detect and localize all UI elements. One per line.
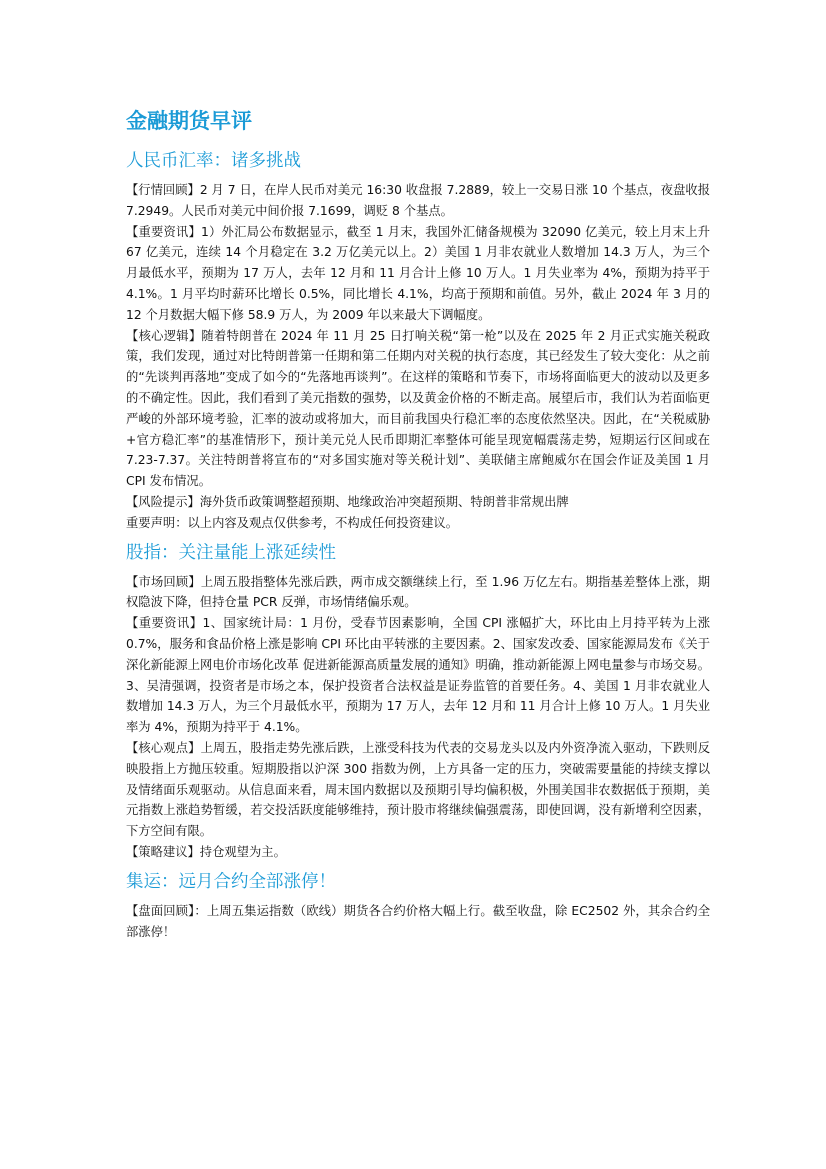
document-page <box>126 100 710 942</box>
paragraph-strategy: 【策略建议】持仓观望为主。 <box>126 844 286 859</box>
paragraph-key-news: 【重要资讯】1）外汇局公布数据显示，截至 1 月末，我国外汇储备规模为 32090 亿美元，较上月末上升 67 亿美元，连续 14 个月稳定在 3.2 万亿美元以上。2）美国 1 月非农就业人数增加 14.3 万人，为三个月最低水平，预期为 17 万人，去年 12 月和 11 月合计上修 10 万人。1 月失业率为 4%，预期为持平于 4.1%。1 月平均时薪环比增长 0.5%，同比增长 4.1%，均高于预期和前值。另外，截止 2024 年 3 月的 12 个月数据大幅下修 58.9 万人，为 2009 年以来最大下调幅度。 <box>126 224 710 322</box>
paragraph-risk-warning: 【风险提示】海外货币政策调整超预期、地缘政治冲突超预期、特朗普非常规出牌 <box>126 494 569 509</box>
paragraph-core-logic: 【核心逻辑】随着特朗普在 2024 年 11 月 25 日打响关税“第一枪”以及在 2025 年 2 月正式实施关税政策，我们发现，通过对比特朗普第一任期和第二任期内对关税的执行态度，其已经发生了较大变化：从之前的“先谈判再落地”变成了如今的“先落地再谈判”。在这样的策略和节奏下，市场将面临更大的波动以及更多的不确定性。因此，我们看到了美元指数的强势，以及黄金价格的不断走高。展望后市，我们认为若面临更严峻的外部环境考验，汇率的波动或将加大，而目前我国央行稳汇率的态度依然坚决。因此，在“关税威胁+官方稳汇率”的基准情形下，预计美元兑人民币即期汇率整体可能呈现宽幅震荡走势，短期运行区间或在 7.23-7.37。关注特朗普将宣布的“对多国实施对等关税计划”、美联储主席鲍威尔在国会作证及美国 1 月 CPI 发布情况。 <box>126 328 710 489</box>
section-heading: 人民币汇率：诸多挑战 <box>126 151 301 171</box>
page-title: 金融期货早评 <box>126 109 252 133</box>
section-stock-index <box>126 540 710 863</box>
paragraph-market-review: 【盘面回顾】：上周五集运指数（欧线）期货各合约价格大幅上行。截至收盘，除 EC2502 外，其余合约全部涨停！ <box>126 903 710 939</box>
paragraph-key-news: 【重要资讯】1、国家统计局：1 月份，受春节因素影响，全国 CPI 涨幅扩大，环比由上月持平转为上涨 0.7%，服务和食品价格上涨是影响 CPI 环比由平转涨的主要因素。2、国家发改委、国家能源局发布《关于深化新能源上网电价市场化改革 促进新能源高质量发展的通知》明确，推动新能源上网电量参与市场交易。3、吴清强调，投资者是市场之本，保护投资者合法权益是证券监管的首要任务。4、美国 1 月非农就业人数增加 14.3 万人，为三个月最低水平，预期为 17 万人，去年 12 月和 11 月合计上修 10 万人。1 月失业率为 4%，预期为持平于 4.1%。 <box>126 616 710 735</box>
section-heading: 集运：远月合约全部涨停！ <box>126 871 336 892</box>
section-rmb <box>126 148 710 534</box>
section-shipping <box>126 869 710 943</box>
paragraph-disclaimer: 重要声明：以上内容及观点仅供参考，不构成任何投资建议。 <box>126 515 459 530</box>
paragraph-core-view: 【核心观点】上周五，股指走势先涨后跌，上涨受科技为代表的交易龙头以及内外资净流入驱动，下跌则反映股指上方抛压较重。短期股指以沪深 300 指数为例，上方具备一定的压力，突破需要量能的持续支撑以及情绪面乐观驱动。从信息面来看，周末国内数据以及预期引导均偏积极，外围美国非农数据低于预期，美元指数上涨趋势暂缓，若交投活跃度能够维持，预计股市将继续偏强震荡，即使回调，没有新增利空因素，下方空间有限。 <box>126 740 710 839</box>
section-heading: 股指：关注量能上涨延续性 <box>126 542 336 563</box>
paragraph-market-review: 【行情回顾】2 月 7 日，在岸人民币对美元 16:30 收盘报 7.2889，较上一交易日涨 10 个基点，夜盘收报 7.2949。人民币对美元中间价报 7.1699，调贬 8 个基点。 <box>126 183 710 218</box>
paragraph-market-review: 【市场回顾】上周五股指整体先涨后跌，两市成交额继续上行，至 1.96 万亿左右。期指基差整体上涨，期权隐波下降，但持仓量 PCR 反弹，市场情绪偏乐观。 <box>126 574 710 610</box>
